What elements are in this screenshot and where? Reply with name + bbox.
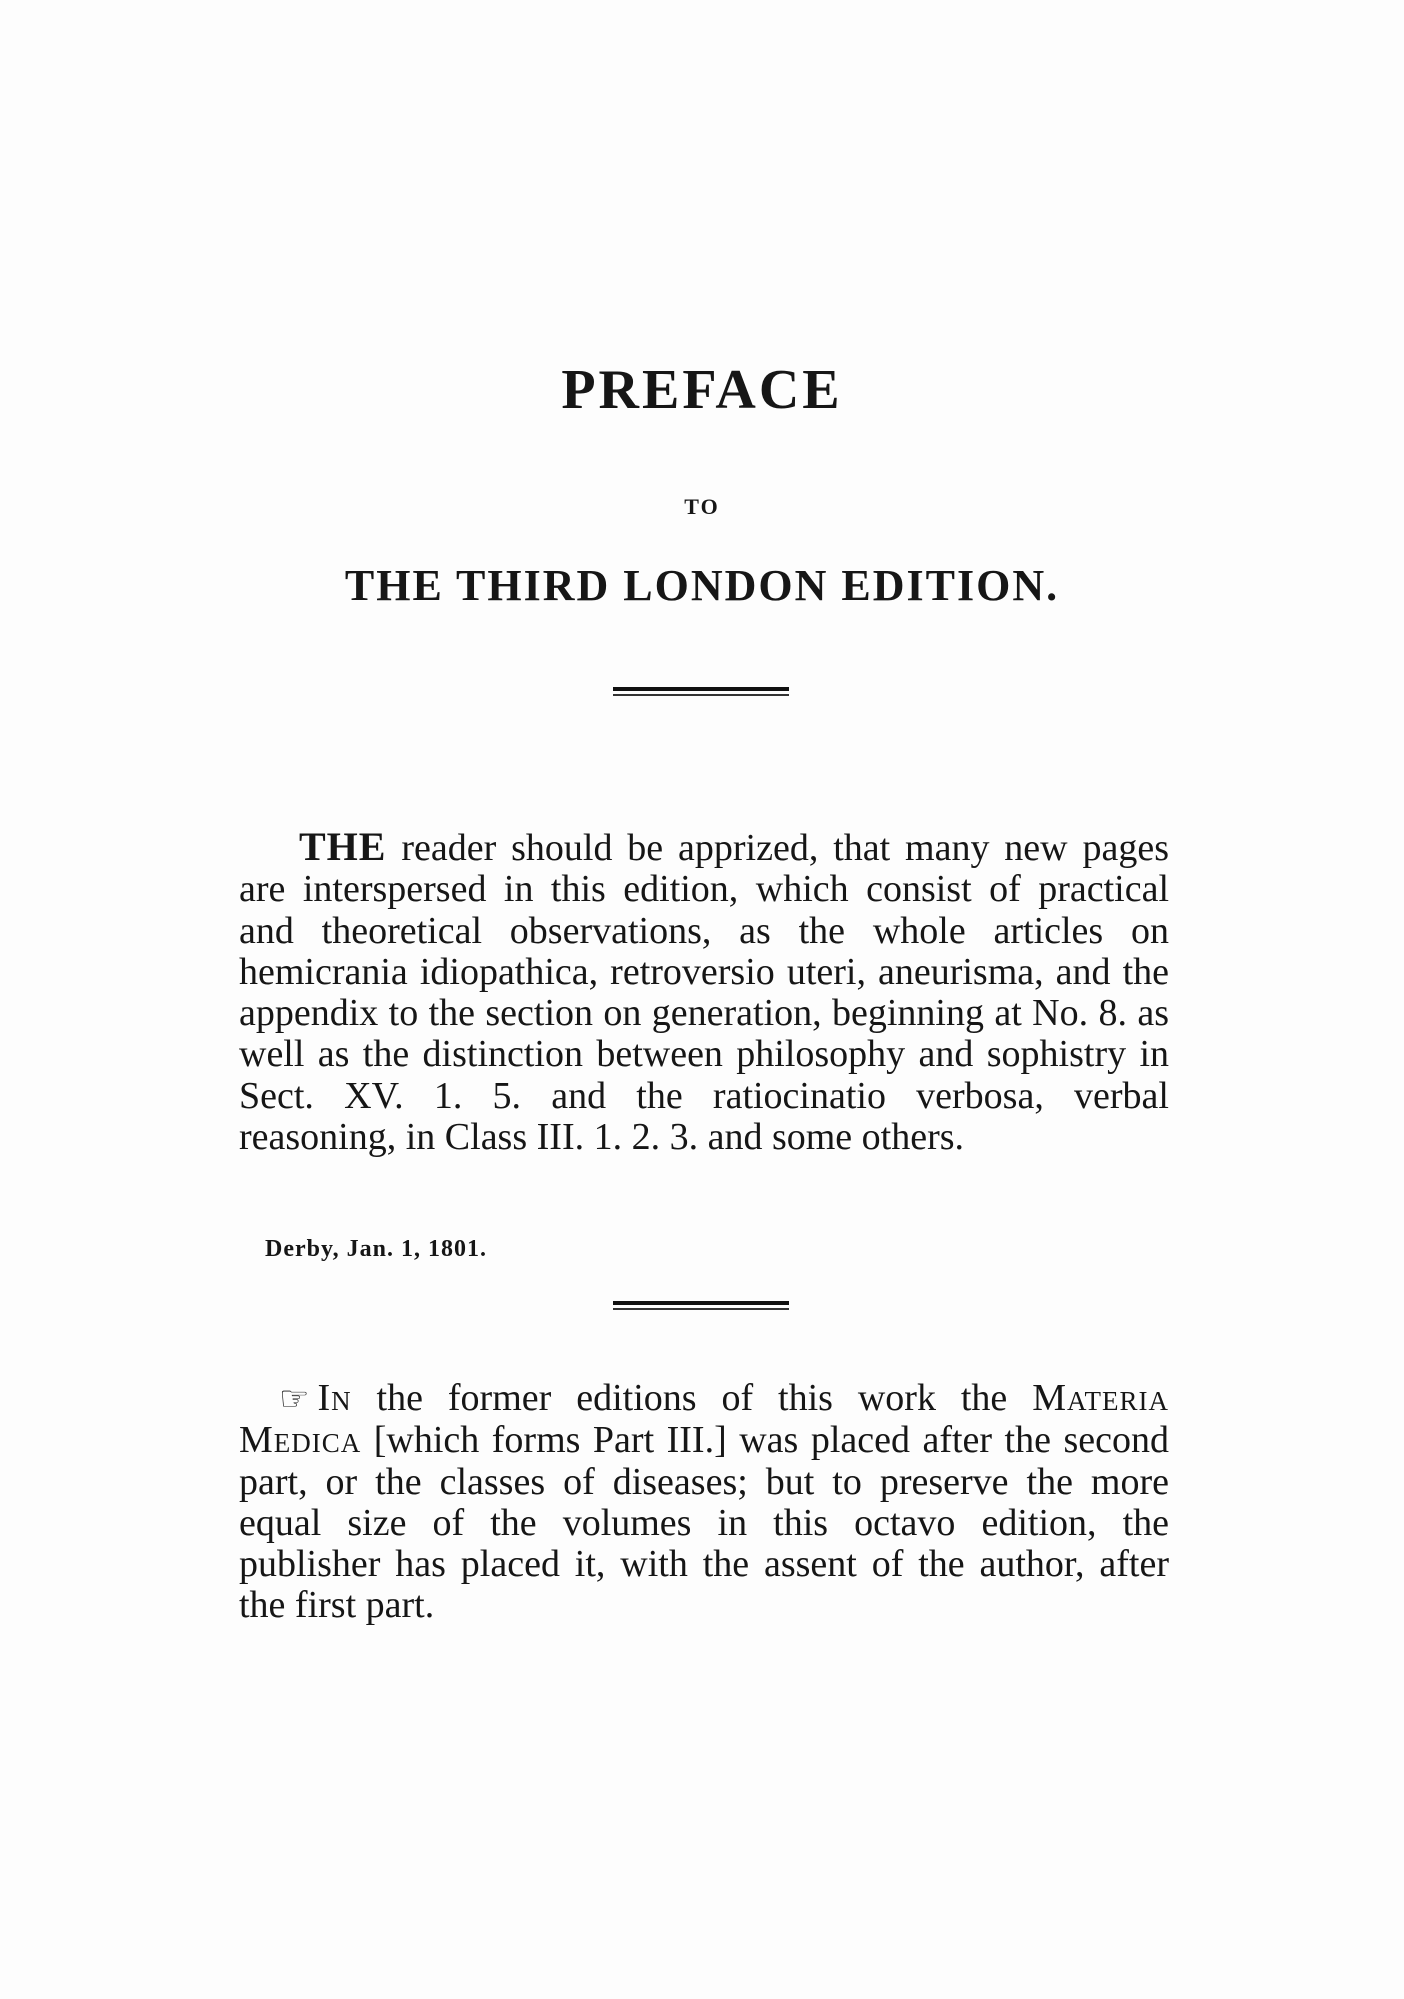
page-subtitle: THE THIRD LONDON EDITION. (344, 561, 1060, 610)
preface-paragraph (239, 826, 1169, 1158)
title-connector: TO (684, 494, 720, 519)
materia-medica-term: Materia Medica (239, 1377, 1169, 1462)
paragraph-body: reader should be apprized, that many new pages are interspersed in this edition, which consist of practical and theoretical observations, as the whole articles on hemicrania idiopathica, retroversio uteri, aneurisma, and the appendix to the section on generation, beginning at No. 8. as well as the distinction between philosophy and sophistry in Sect. XV. 1. 5. and the ratiocinatio verbosa, verbal reasoning, in Class III. 1. 2. 3. and some others. (239, 827, 1169, 1159)
divider-rule (613, 1301, 789, 1310)
rule-thick-line (613, 687, 789, 691)
divider-rule (613, 687, 789, 696)
dateline-signature: Derby, Jan. 1, 1801. (265, 1236, 488, 1262)
notice-lead-word: In (317, 1377, 352, 1419)
notice-text-1: the former editions of this work the (351, 1377, 1033, 1419)
paragraph-lead-word: THE (299, 824, 387, 869)
pointing-hand-icon: ☞ (279, 1381, 310, 1418)
rule-thin-line (613, 1308, 789, 1310)
rule-thin-line (613, 694, 789, 696)
notice-text-2: [which forms Part III.] was placed after the second part, or the classes of diseases; but to preserve the more equal size of the volumes in this octavo edition, the publisher has placed it, with the assent of the author, after the first part. (239, 1419, 1169, 1627)
page-title: PREFACE (561, 359, 843, 421)
notice-paragraph (239, 1378, 1169, 1627)
rule-thick-line (613, 1301, 789, 1305)
